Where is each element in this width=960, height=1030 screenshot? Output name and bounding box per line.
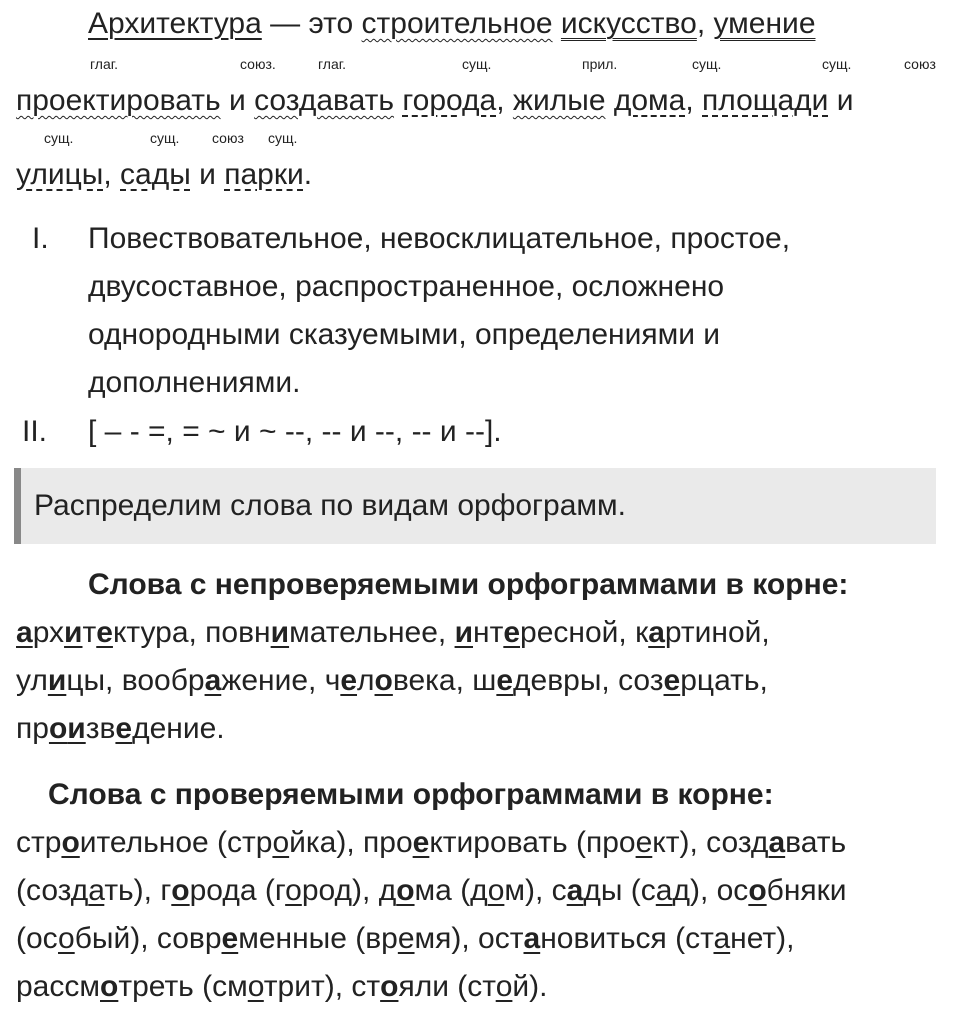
pos-tag: прил. [582, 56, 618, 72]
word-ulitsy: улицы [16, 158, 104, 191]
text-segment: т [82, 616, 97, 649]
highlighted-vowel: е [503, 616, 521, 649]
text-segment: ртиной, [664, 616, 770, 649]
check-vowel: о [285, 874, 302, 907]
sentence-line-3: улицы, сады и парки. [16, 158, 313, 191]
section-checked-heading: Слова с проверяемыми орфограммами в корне: [48, 778, 774, 811]
highlighted-vowel: о [171, 874, 190, 907]
word-attribute: строительное [361, 7, 553, 40]
highlighted-vowel: о [374, 664, 393, 697]
check-vowel: а [655, 874, 673, 907]
text-segment: ть), г [104, 874, 172, 907]
text-segment: менные (вр [238, 922, 398, 955]
highlighted-vowel: а [16, 616, 33, 649]
word-ploshchadi: площади [702, 84, 829, 117]
text-segment: рассм [16, 970, 100, 1003]
pos-tag: глаг. [90, 56, 119, 72]
word-eto: это [308, 7, 354, 40]
highlighted-vowel: е [412, 826, 430, 859]
word-parki: парки [224, 158, 304, 191]
text-segment: зв [85, 712, 116, 745]
text-segment: треть (см [118, 970, 248, 1003]
highlighted-vowel: а [768, 826, 786, 859]
separator: — [261, 7, 309, 40]
highlighted-vowel: е [96, 616, 113, 649]
text-segment: трит), ст [263, 970, 381, 1003]
highlighted-vowel: и [47, 664, 67, 697]
highlighted-vowel: е [115, 712, 133, 745]
pos-tag: сущ. [822, 56, 852, 72]
text-segment: нет), [730, 922, 795, 955]
highlighted-vowel: а [648, 616, 665, 649]
highlighted-vowel: о [396, 874, 415, 907]
text-segment: жение, ч [221, 664, 341, 697]
sentence-line-2: проектировать и создавать города, жилые дома, площади и [16, 84, 854, 117]
text-segment: ул [16, 664, 48, 697]
text-segment: пр [16, 712, 49, 745]
highlighted-vowel: и [454, 616, 474, 649]
text-segment: рода (г [189, 874, 286, 907]
text-segment: бый), совр [74, 922, 222, 955]
text-segment: рх [32, 616, 65, 649]
text-segment: века, ш [392, 664, 497, 697]
highlighted-vowel: е [340, 664, 358, 697]
item-1-line-3: однородными сказуемыми, определениями и [88, 318, 721, 351]
text-segment: дение. [132, 712, 225, 745]
text-segment: м), с [504, 874, 567, 907]
word-zhilye: жилые [512, 84, 606, 117]
text-segment: ктура, повн [112, 616, 271, 649]
text-segment: ма (д [414, 874, 488, 907]
banner [14, 468, 936, 544]
check-vowel: е [635, 826, 653, 859]
highlighted-vowel: и [64, 616, 83, 649]
highlighted-vowel: о [748, 874, 767, 907]
section-checked-line-2 [16, 873, 847, 909]
word-doma: дома [613, 84, 686, 117]
text-segment: мя), ост [414, 922, 524, 955]
text-segment: ресной, к [520, 616, 649, 649]
pos-tag: сущ. [462, 56, 492, 72]
text-segment: род), д [301, 874, 397, 907]
check-vowel: о [247, 970, 264, 1003]
pos-tag: глаг. [318, 56, 347, 72]
text-segment: л [357, 664, 375, 697]
check-vowel: а [88, 874, 105, 907]
word-goroda: города [402, 84, 497, 117]
pos-tag: сущ. [150, 130, 180, 146]
check-vowel: о [495, 970, 513, 1003]
highlighted-vowel: о [100, 970, 119, 1003]
highlighted-vowel: и [67, 712, 86, 745]
section-unchecked-line-2 [16, 663, 768, 699]
section-unchecked-heading: Слова с непроверяемыми орфограммами в корне: [88, 568, 849, 601]
section-checked-line-1 [16, 825, 846, 861]
highlighted-vowel: и [270, 616, 290, 649]
word-predicate-2: умение [713, 7, 816, 40]
item-1-number: I. [32, 222, 49, 255]
pos-tag: сущ. [268, 130, 298, 146]
text-segment: нт [473, 616, 504, 649]
word-sozdavat: создавать [254, 84, 395, 117]
pos-tag: сущ. [44, 130, 74, 146]
sentence-line-1: Архитектура — это строительное искусство, умение [88, 7, 816, 40]
check-vowel: о [272, 826, 290, 859]
text-segment: (созд [16, 874, 89, 907]
word-predicate: искусство [560, 7, 697, 40]
highlighted-vowel: е [496, 664, 514, 697]
highlighted-vowel: а [523, 922, 541, 955]
text-segment: кт), созд [652, 826, 769, 859]
item-2-scheme: [ – - =, = ~ и ~ --, -- и --, -- и --]. [88, 415, 502, 448]
text-segment: новиться (ст [540, 922, 714, 955]
item-1-line-1: Повествовательное, невосклицательное, простое, [88, 222, 791, 255]
word-subject: Архитектура [88, 7, 262, 40]
section-unchecked-line-3 [16, 711, 225, 747]
text-segment: д), ос [672, 874, 749, 907]
text-segment: бняки [766, 874, 847, 907]
text-segment: й). [512, 970, 548, 1003]
highlighted-vowel: о [380, 970, 399, 1003]
check-vowel: о [58, 922, 75, 955]
highlighted-vowel: а [566, 874, 584, 907]
item-1-line-4: дополнениями. [88, 366, 301, 399]
section-unchecked-line-1 [16, 615, 770, 651]
section-checked-line-3 [16, 921, 795, 957]
text-segment: ктировать (про [429, 826, 636, 859]
banner-text: Распределим слова по видам орфограмм. [34, 489, 626, 522]
check-vowel: е [397, 922, 415, 955]
text-segment: вать [785, 826, 847, 859]
highlighted-vowel: е [663, 664, 681, 697]
text-segment: (ос [16, 922, 59, 955]
pos-tag: союз [904, 56, 936, 72]
check-vowel: а [713, 922, 731, 955]
highlighted-vowel: а [204, 664, 222, 697]
check-vowel: о [487, 874, 505, 907]
text-segment: цы, вообр [66, 664, 205, 697]
highlighted-vowel: о [61, 826, 80, 859]
text-segment: йка), про [289, 826, 413, 859]
text-segment: стр [16, 826, 62, 859]
highlighted-vowel: о [48, 712, 68, 745]
text-segment: рцать, [680, 664, 768, 697]
item-1-line-2: двусоставное, распространенное, осложнено [88, 270, 725, 303]
item-2-number: II. [22, 415, 48, 448]
pos-tag: союз [212, 130, 244, 146]
highlighted-vowel: е [221, 922, 239, 955]
text-segment: ды (с [583, 874, 656, 907]
text-segment: мательнее, [289, 616, 455, 649]
section-checked-line-4 [16, 969, 547, 1005]
pos-tag: сущ. [692, 56, 722, 72]
text-segment: девры, соз [513, 664, 664, 697]
text-segment: ительное (стр [79, 826, 273, 859]
text-segment: яли (ст [398, 970, 496, 1003]
pos-tag: союз. [240, 56, 276, 72]
word-sady: сады [120, 158, 191, 191]
word-proektirovat: проектировать [16, 84, 221, 117]
